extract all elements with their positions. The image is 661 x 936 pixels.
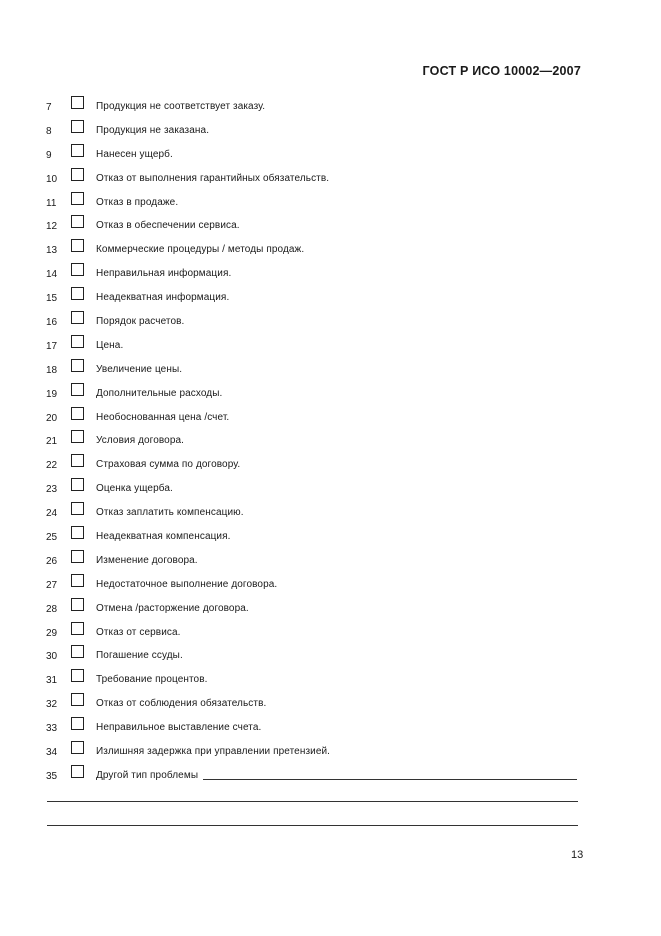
item-label: Изменение договора. [96,554,198,566]
checklist-item-28 [0,598,661,622]
checklist-item-35 [0,765,661,789]
problem-type-checklist [0,96,661,789]
blank-line-2[interactable] [47,825,578,826]
checklist-item-30 [0,645,661,669]
checkbox[interactable] [71,741,84,754]
checkbox[interactable] [71,502,84,515]
checklist-item-7 [0,96,661,120]
checklist-item-34 [0,741,661,765]
item-number: 24 [46,508,58,520]
checklist-item-12 [0,215,661,239]
checklist-item-29 [0,622,661,646]
item-number: 30 [46,651,58,663]
checkbox[interactable] [71,454,84,467]
item-label: Другой тип проблемы [96,769,199,781]
item-label: Недостаточное выполнение договора. [96,578,278,590]
item-number: 35 [46,770,58,782]
checkbox[interactable] [71,96,84,109]
checkbox[interactable] [71,287,84,300]
item-number: 26 [46,555,58,567]
item-label: Нанесен ущерб. [96,148,173,160]
checkbox[interactable] [71,645,84,658]
item-number: 16 [46,317,58,329]
checklist-item-32 [0,693,661,717]
item-number: 23 [46,484,58,496]
checkbox[interactable] [71,144,84,157]
checkbox[interactable] [71,526,84,539]
item-label: Отмена /расторжение договора. [96,602,249,614]
item-number: 12 [46,221,58,233]
checkbox[interactable] [71,478,84,491]
checklist-item-27 [0,574,661,598]
item-label: Неадекватная информация. [96,292,230,304]
checklist-item-16 [0,311,661,335]
item-label: Условия договора. [96,435,185,447]
item-number: 28 [46,603,58,615]
item-number: 11 [46,197,57,209]
blank-line-1[interactable] [47,801,578,802]
item-label: Излишняя задержка при управлении претензией. [96,746,331,758]
checkbox[interactable] [71,192,84,205]
item-label: Требование процентов. [96,674,208,686]
item-label: Цена. [96,339,124,351]
item-label: Неправильное выставление счета. [96,722,262,734]
checkbox[interactable] [71,215,84,228]
item-label: Погашение ссуды. [96,650,183,662]
item-number: 25 [46,532,58,544]
item-number: 13 [46,245,58,257]
item-number: 33 [46,723,58,735]
item-label: Необоснованная цена /счет. [96,411,230,423]
checkbox[interactable] [71,120,84,133]
checklist-item-15 [0,287,661,311]
checklist-item-33 [0,717,661,741]
item-label: Отказ в продаже. [96,196,179,208]
checklist-item-23 [0,478,661,502]
item-label: Отказ заплатить компенсацию. [96,507,244,519]
checkbox[interactable] [71,263,84,276]
checklist-item-19 [0,383,661,407]
item-number: 19 [46,388,58,400]
checkbox[interactable] [71,407,84,420]
item-label: Продукция не заказана. [96,124,210,136]
item-label: Неправильная информация. [96,268,232,280]
checkbox[interactable] [71,430,84,443]
item-label: Продукция не соответствует заказу. [96,101,266,112]
checkbox[interactable] [71,717,84,730]
item-label: Порядок расчетов. [96,316,185,328]
checkbox[interactable] [71,335,84,348]
item-number: 29 [46,627,58,639]
checklist-item-10 [0,168,661,192]
checkbox[interactable] [71,359,84,372]
checklist-item-25 [0,526,661,550]
document-header: ГОСТ Р ИСО 10002—2007 [422,64,581,78]
checkbox[interactable] [71,550,84,563]
checkbox[interactable] [71,168,84,181]
checkbox[interactable] [71,239,84,252]
checklist-item-14 [0,263,661,287]
item-number: 32 [46,699,58,711]
item-label: Коммерческие процедуры / методы продаж. [96,244,305,256]
item-number: 10 [46,173,58,185]
item-number: 17 [46,340,58,352]
checklist-item-13 [0,239,661,263]
item-number: 15 [46,293,58,305]
item-label: Страховая сумма по договору. [96,459,241,471]
item-label: Дополнительные расходы. [96,387,223,399]
checkbox[interactable] [71,765,84,778]
checkbox[interactable] [71,693,84,706]
item-number: 22 [46,460,58,472]
checklist-item-26 [0,550,661,574]
checklist-item-20 [0,407,661,431]
checklist-item-24 [0,502,661,526]
checklist-item-17 [0,335,661,359]
item-label: Отказ от выполнения гарантийных обязательств. [96,172,330,184]
item-number: 7 [46,102,52,113]
checklist-item-21 [0,430,661,454]
checkbox[interactable] [71,574,84,587]
item-number: 14 [46,269,58,281]
checklist-item-9 [0,144,661,168]
item-number: 8 [46,125,52,137]
item-label: Увеличение цены. [96,363,183,375]
checkbox[interactable] [71,622,84,635]
checklist-item-31 [0,669,661,693]
item-label: Оценка ущерба. [96,483,173,495]
item-number: 20 [46,412,58,424]
item-number: 18 [46,364,58,376]
checkbox[interactable] [71,383,84,396]
checkbox[interactable] [71,311,84,324]
item-number: 21 [46,436,58,448]
checkbox[interactable] [71,598,84,611]
item-number: 27 [46,579,58,591]
item-number: 31 [46,675,58,687]
other-problem-input-line[interactable] [203,779,577,780]
checklist-item-8 [0,120,661,144]
checklist-item-18 [0,359,661,383]
checklist-item-11 [0,192,661,216]
page-number: 13 [571,849,584,861]
item-label: Отказ от соблюдения обязательств. [96,698,267,710]
item-label: Отказ в обеспечении сервиса. [96,220,240,232]
item-number: 9 [46,149,52,161]
item-number: 34 [46,747,58,759]
item-label: Отказ от сервиса. [96,626,181,638]
checklist-item-22 [0,454,661,478]
checkbox[interactable] [71,669,84,682]
item-label: Неадекватная компенсация. [96,531,231,543]
